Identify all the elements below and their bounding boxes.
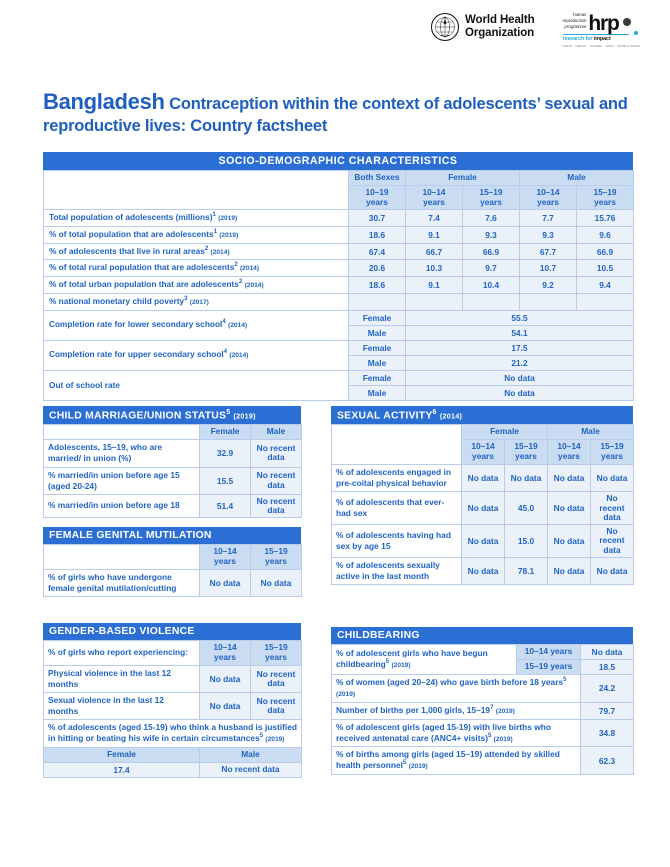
childbearing-row-label-2 — [332, 719, 581, 747]
table-row — [332, 645, 634, 660]
section-sexual-activity — [331, 406, 633, 585]
sexact-row-label-1: % of adolescents that ever-had sex — [332, 492, 462, 525]
hrp-logo — [563, 12, 651, 48]
fgm-value-15-19-0: No data — [251, 569, 302, 596]
section-fgm — [43, 527, 301, 597]
sexact-value-1-0: No data — [462, 492, 505, 525]
row-label-year: (2014) — [244, 282, 264, 290]
row-label-text: % of women (aged 20–24) who gave birth before 18 years — [336, 677, 564, 687]
socio-row-label-1 — [44, 227, 349, 244]
school-value-2-1: No data — [406, 385, 634, 400]
sexact-value-3-2: No data — [548, 557, 591, 584]
marriage-heading — [43, 406, 301, 424]
row-label-text: % of adolescent girls (aged 15-19) with live births who received antenatal care (ANC4+ visits) — [336, 721, 552, 743]
marriage-corner-cell — [44, 425, 200, 440]
socio-table — [43, 170, 634, 401]
row-label-text: Total population of adolescents (millions) — [49, 212, 213, 223]
gbv-attitude-label — [44, 720, 302, 748]
socio-age-header-4: 15–19 years — [577, 185, 634, 210]
table-row — [332, 675, 634, 703]
childbearing-row-label-3 — [332, 747, 581, 775]
row-label-year: (2014) — [210, 248, 230, 256]
socio-group-female: Female — [406, 171, 520, 186]
row-label-year: (2019) — [408, 763, 428, 771]
gbv-attitude-label-row — [44, 720, 302, 748]
marriage-male-1: No recent data — [251, 467, 302, 494]
gbv-attitude-header-female: Female — [44, 747, 200, 762]
childbearing-row-label-0 — [332, 675, 581, 703]
table-row — [332, 465, 634, 492]
socio-row-label-5 — [44, 293, 349, 310]
sexact-group-male: Male — [548, 425, 634, 440]
table-row — [44, 243, 634, 260]
marriage-header-row — [44, 425, 302, 440]
childbearing-age-0: 10–14 years — [517, 645, 581, 660]
gbv-row-label-1: Sexual violence in the last 12 months — [44, 693, 200, 720]
table-row — [44, 210, 634, 227]
table-row — [332, 492, 634, 525]
sexact-heading-text: SEXUAL ACTIVITY — [337, 410, 433, 422]
gbv-header-15-19: 15–19 years — [251, 641, 302, 666]
hrp-tagline-research: research for — [562, 36, 594, 43]
socio-row-label-0 — [44, 210, 349, 227]
socio-group-header-row — [44, 171, 634, 186]
sexact-value-2-3: No recent data — [591, 525, 634, 558]
row-label-ref: 4 — [223, 349, 228, 356]
socio-value-5-4 — [577, 293, 634, 310]
page-title — [43, 88, 633, 138]
section-child-marriage — [43, 406, 301, 518]
row-label-text: Out of school rate — [49, 379, 120, 390]
section-gender-based-violence — [43, 623, 301, 778]
fgm-header-15-19: 15–19 years — [251, 545, 302, 570]
row-label-text: % national monetary child poverty — [49, 295, 185, 306]
row-label-ref: 2 — [238, 279, 243, 286]
gbv-value-10-14-1: No data — [200, 693, 251, 720]
marriage-heading-sup: 5 — [226, 409, 231, 416]
table-row — [44, 665, 302, 692]
who-line-1: World Health — [465, 14, 535, 27]
table-row — [44, 310, 634, 325]
table-row — [332, 747, 634, 775]
row-label-ref: 7 — [490, 705, 494, 711]
socio-heading: SOCIO-DEMOGRAPHIC CHARACTERISTICS — [43, 152, 633, 170]
table-row — [44, 440, 302, 467]
sexact-value-0-2: No data — [548, 465, 591, 492]
marriage-row-label-2: % married/in union before age 18 — [44, 494, 200, 517]
row-label-year: (2019) — [218, 215, 238, 223]
childbearing-table — [331, 644, 634, 775]
table-row — [44, 260, 634, 277]
socio-value-0-4: 15.76 — [577, 210, 634, 227]
sexact-value-1-3: No recent data — [591, 492, 634, 525]
socio-value-3-1: 10.3 — [406, 260, 463, 277]
row-label-year: (2019) — [391, 662, 411, 670]
row-label-text: % of adolescents (aged 15-19) who think a husband is justified in hitting or beating his wife in certain circumstances — [48, 722, 297, 744]
socio-group-both: Both Sexes — [349, 171, 406, 186]
fgm-value-10-14-0: No data — [200, 569, 251, 596]
row-label-year: (2019) — [219, 232, 239, 240]
socio-value-2-4: 66.9 — [577, 243, 634, 260]
sexact-corner-cell — [332, 425, 462, 465]
row-label-year: (2014) — [229, 352, 249, 360]
row-label-ref: 2 — [204, 245, 209, 252]
row-label-text: Completion rate for upper secondary school — [49, 349, 224, 360]
table-row — [44, 569, 302, 596]
socio-value-0-3: 7.7 — [520, 210, 577, 227]
socio-value-4-2: 10.4 — [463, 277, 520, 294]
school-sex-2-0: Female — [349, 370, 406, 385]
gbv-attitude-header-male: Male — [200, 747, 302, 762]
school-sex-1-1: Male — [349, 355, 406, 370]
marriage-header-male: Male — [251, 425, 302, 440]
hrp-tagline-impact: impact — [593, 36, 611, 43]
gbv-header-10-14: 10–14 years — [200, 641, 251, 666]
sexact-row-label-3: % of adolescents sexually active in the last month — [332, 557, 462, 584]
socio-value-5-0 — [349, 293, 406, 310]
socio-row-label-2 — [44, 243, 349, 260]
row-label-year: (2014) — [228, 322, 248, 330]
table-row — [44, 494, 302, 517]
who-emblem-icon — [430, 12, 460, 42]
school-value-0-0: 55.5 — [406, 310, 634, 325]
childbearing-value-1: 79.7 — [581, 702, 634, 719]
school-sex-1-0: Female — [349, 340, 406, 355]
table-row — [332, 525, 634, 558]
gbv-value-15-19-1: No recent data — [251, 693, 302, 720]
gbv-heading: GENDER-BASED VIOLENCE — [43, 623, 301, 640]
gbv-value-15-19-0: No recent data — [251, 665, 302, 692]
marriage-female-1: 15.5 — [200, 467, 251, 494]
fgm-heading: FEMALE GENITAL MUTILATION — [43, 527, 301, 544]
table-row — [332, 557, 634, 584]
marriage-table — [43, 424, 302, 518]
socio-value-4-3: 9.2 — [520, 277, 577, 294]
fgm-header-row — [44, 545, 302, 570]
who-logo — [430, 12, 535, 42]
marriage-male-0: No recent data — [251, 440, 302, 467]
socio-corner-cell — [44, 171, 349, 210]
childbearing-age-1: 15–19 years — [517, 660, 581, 675]
socio-age-header-1: 10–14 years — [406, 185, 463, 210]
sexact-heading-sup: 6 — [432, 409, 437, 416]
row-label-text: Completion rate for lower secondary school — [49, 319, 223, 330]
row-label-ref: 5 — [488, 732, 492, 739]
section-socio-demographic — [43, 152, 633, 401]
row-label-text: % of total population that are adolescents — [49, 229, 214, 240]
socio-value-3-4: 10.5 — [577, 260, 634, 277]
row-label-text: % of adolescent girls who have begun childbearing — [336, 648, 488, 670]
hrp-word-reproduction: reproduction — [562, 17, 587, 23]
table-row — [44, 293, 634, 310]
socio-value-5-2 — [463, 293, 520, 310]
table-row — [44, 340, 634, 355]
sexact-value-0-0: No data — [462, 465, 505, 492]
socio-value-4-1: 9.1 — [406, 277, 463, 294]
sexact-value-0-1: No data — [505, 465, 548, 492]
sexact-value-2-1: 15.0 — [505, 525, 548, 558]
section-childbearing — [331, 627, 633, 775]
hrp-tagline — [563, 36, 651, 42]
socio-value-1-2: 9.3 — [463, 227, 520, 244]
school-sex-0-0: Female — [349, 310, 406, 325]
childbearing-value-2: 34.8 — [581, 719, 634, 747]
school-value-2-0: No data — [406, 370, 634, 385]
fgm-corner-cell — [44, 545, 200, 570]
factsheet-subtitle: Contraception within the context of adolescents’ sexual and reproductive lives: Country factsheet — [43, 95, 628, 136]
who-line-2: Organization — [465, 27, 535, 39]
sexact-group-header-row — [332, 425, 634, 440]
school-row-label-1 — [44, 340, 349, 370]
socio-value-0-1: 7.4 — [406, 210, 463, 227]
socio-age-header-0: 10–19 years — [349, 185, 406, 210]
table-row — [44, 227, 634, 244]
marriage-heading-year: (2019) — [233, 411, 256, 421]
row-label-ref: 2 — [234, 262, 238, 269]
row-label-year: (2019) — [265, 736, 285, 744]
table-row — [332, 702, 634, 719]
childbearing-row-label-1 — [332, 702, 581, 719]
school-value-1-1: 21.2 — [406, 355, 634, 370]
marriage-female-2: 51.4 — [200, 494, 251, 517]
hrp-word-programme: programme — [564, 23, 587, 29]
hrp-wordmark: hrp — [588, 11, 619, 35]
sexact-age-header-3: 15–19 years — [591, 440, 634, 465]
row-label-text: % of total urban population that are adolescents — [49, 279, 239, 290]
socio-value-5-3 — [520, 293, 577, 310]
socio-value-2-1: 66.7 — [406, 243, 463, 260]
gbv-header-row — [44, 641, 302, 666]
row-label-year: (2017) — [189, 298, 209, 306]
sexact-value-1-2: No data — [548, 492, 591, 525]
row-label-text: % of adolescents that live in rural areas — [49, 245, 205, 256]
row-label-ref: 1 — [213, 229, 217, 236]
gbv-lead-label: % of girls who report experiencing: — [44, 641, 200, 666]
sexact-value-3-3: No data — [591, 557, 634, 584]
table-row — [44, 693, 302, 720]
row-label-year: (2019) — [336, 691, 356, 699]
socio-value-1-0: 18.6 — [349, 227, 406, 244]
sexact-value-1-1: 45.0 — [505, 492, 548, 525]
sexact-value-3-0: No data — [462, 557, 505, 584]
logo-bar — [430, 12, 651, 48]
sexact-row-label-2: % of adolescents having had sex by age 15 — [332, 525, 462, 558]
table-row — [44, 467, 302, 494]
school-sex-0-1: Male — [349, 325, 406, 340]
school-sex-2-1: Male — [349, 385, 406, 400]
childbearing-begun-value-1: 18.5 — [581, 660, 634, 675]
fgm-row-label-0: % of girls who have undergone female genital mutilation/cutting — [44, 569, 200, 596]
marriage-female-0: 32.9 — [200, 440, 251, 467]
row-label-year: (2014) — [239, 265, 260, 273]
row-label-ref: 5 — [385, 659, 390, 666]
marriage-heading-text: CHILD MARRIAGE/UNION STATUS — [49, 410, 227, 422]
row-label-text: % of total rural population that are adolescents — [49, 262, 235, 273]
sexual-activity-table — [331, 424, 634, 585]
socio-value-0-0: 30.7 — [349, 210, 406, 227]
childbearing-begun-label — [332, 645, 517, 675]
socio-value-1-4: 9.6 — [577, 227, 634, 244]
socio-row-label-3 — [44, 260, 349, 277]
gbv-attitude-header-row — [44, 747, 302, 762]
socio-value-3-3: 10.7 — [520, 260, 577, 277]
hrp-blue-dot-icon — [634, 31, 638, 35]
row-label-text: Number of births per 1,000 girls, 15–19 — [336, 704, 491, 715]
socio-value-5-1 — [406, 293, 463, 310]
sexact-heading — [331, 406, 633, 424]
socio-group-male: Male — [520, 171, 634, 186]
sexact-value-0-3: No data — [591, 465, 634, 492]
table-row — [44, 370, 634, 385]
gbv-attitude-value-row — [44, 762, 302, 777]
sexact-group-female: Female — [462, 425, 548, 440]
sexact-value-2-2: No data — [548, 525, 591, 558]
who-wordmark — [465, 14, 535, 40]
gbv-attitude-value-female: 17.4 — [44, 762, 200, 777]
table-row — [332, 719, 634, 747]
row-label-ref: 1 — [212, 212, 216, 219]
socio-age-header-3: 10–14 years — [520, 185, 577, 210]
sexact-value-3-1: 78.1 — [505, 557, 548, 584]
childbearing-value-3: 62.3 — [581, 747, 634, 775]
socio-value-1-3: 9.3 — [520, 227, 577, 244]
row-label-ref: 4 — [222, 319, 226, 326]
socio-value-4-4: 9.4 — [577, 277, 634, 294]
school-value-0-1: 54.1 — [406, 325, 634, 340]
sexact-row-label-0: % of adolescents engaged in pre-coital physical behavior — [332, 465, 462, 492]
childbearing-value-0: 24.2 — [581, 675, 634, 703]
sexact-heading-year: (2014) — [439, 411, 463, 421]
marriage-header-female: Female — [200, 425, 251, 440]
hrp-programme-words — [563, 12, 587, 32]
row-label-ref: 3 — [184, 296, 188, 303]
socio-value-1-1: 9.1 — [406, 227, 463, 244]
gbv-table — [43, 640, 302, 778]
socio-value-4-0: 18.6 — [349, 277, 406, 294]
socio-value-2-0: 67.4 — [349, 243, 406, 260]
school-value-1-0: 17.5 — [406, 340, 634, 355]
row-label-ref: 5 — [403, 760, 407, 767]
socio-value-2-3: 67.7 — [520, 243, 577, 260]
row-label-year: (2019) — [493, 735, 513, 743]
gbv-row-label-0: Physical violence in the last 12 months — [44, 665, 200, 692]
marriage-row-label-0: Adolescents, 15–19, who are married/ in union (%) — [44, 440, 200, 467]
row-label-ref: 5 — [259, 733, 264, 740]
socio-value-2-2: 66.9 — [463, 243, 520, 260]
socio-age-header-2: 15–19 years — [463, 185, 520, 210]
country-name: Bangladesh — [43, 89, 165, 114]
hrp-partners-line: UNDP · UNFPA · UNICEF · WHO · WORLD BANK — [562, 43, 641, 48]
row-label-ref: 5 — [563, 677, 567, 684]
gbv-attitude-value-male: No recent data — [200, 762, 302, 777]
socio-row-label-4 — [44, 277, 349, 294]
sexact-value-2-0: No data — [462, 525, 505, 558]
marriage-male-2: No recent data — [251, 494, 302, 517]
sexact-age-header-2: 10–14 years — [548, 440, 591, 465]
hrp-word-human: human — [573, 12, 587, 17]
childbearing-begun-value-0: No data — [581, 645, 634, 660]
gbv-value-10-14-0: No data — [200, 665, 251, 692]
sexact-age-header-0: 10–14 years — [462, 440, 505, 465]
socio-value-3-2: 9.7 — [463, 260, 520, 277]
marriage-row-label-1: % married/in union before age 15 (aged 20-24) — [44, 467, 200, 494]
fgm-table — [43, 544, 302, 597]
sexact-age-header-1: 15–19 years — [505, 440, 548, 465]
socio-value-0-2: 7.6 — [463, 210, 520, 227]
row-label-text: % of births among girls (aged 15–19) attended by skilled health personnel — [336, 749, 560, 771]
childbearing-heading: CHILDBEARING — [331, 627, 633, 644]
socio-value-3-0: 20.6 — [349, 260, 406, 277]
fgm-header-10-14: 10–14 years — [200, 545, 251, 570]
row-label-year: (2019) — [495, 707, 515, 715]
table-row — [44, 277, 634, 294]
hrp-dark-dot-icon — [623, 18, 631, 26]
school-row-label-2 — [44, 370, 349, 400]
school-row-label-0 — [44, 310, 349, 340]
